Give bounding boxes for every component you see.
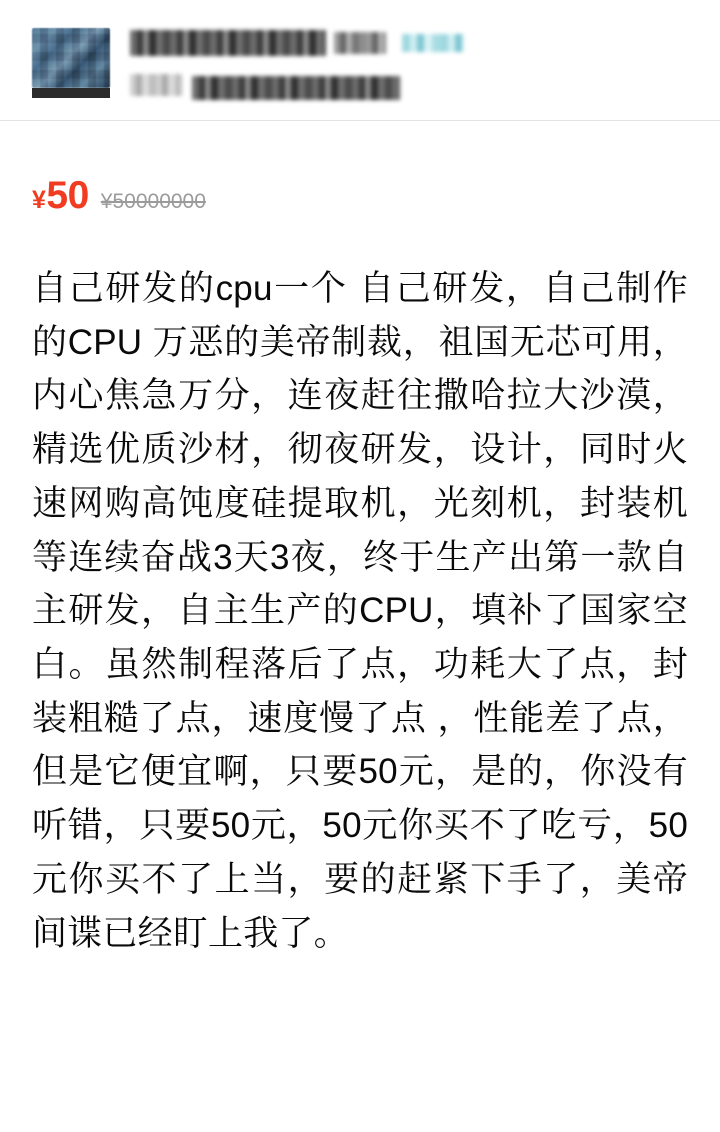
avatar-caption-bar	[32, 88, 110, 98]
seller-name-suffix-redacted	[334, 32, 386, 54]
price-row	[0, 176, 720, 215]
listing-description: 自己研发的cpu一个 自己研发，自己制作的CPU 万恶的美帝制裁，祖国无芯可用，内心焦急万分，连夜赶往撒哈拉大沙漠，精选优质沙材，彻夜研发，设计，同时火速网购高饨度硅提取机，光刻机，封装机等连续奋战3天3夜，终于生产出第一款自主研发，自主生产的CPU，填补了国家空白。虽然制程落后了点，功耗大了点，封装粗糙了点，速度慢了点 ，性能差了点，但是它便宜啊，只要50元，是的，你没有听错，只要50元，50元你买不了吃亏，50元你买不了上当，要的赶紧下手了，美帝间谍已经盯上我了。	[32, 269, 688, 953]
seller-header[interactable]	[0, 0, 720, 121]
current-price	[32, 176, 89, 215]
current-price-amount: 50	[46, 174, 89, 217]
original-price: ¥50000000	[100, 190, 206, 213]
seller-subtitle-redacted	[192, 76, 400, 100]
avatar[interactable]	[32, 28, 110, 88]
seller-subtitle-prefix-redacted	[130, 74, 182, 96]
seller-badge-redacted	[402, 34, 464, 52]
currency-symbol: ¥	[32, 186, 46, 214]
seller-name-redacted	[130, 30, 326, 56]
